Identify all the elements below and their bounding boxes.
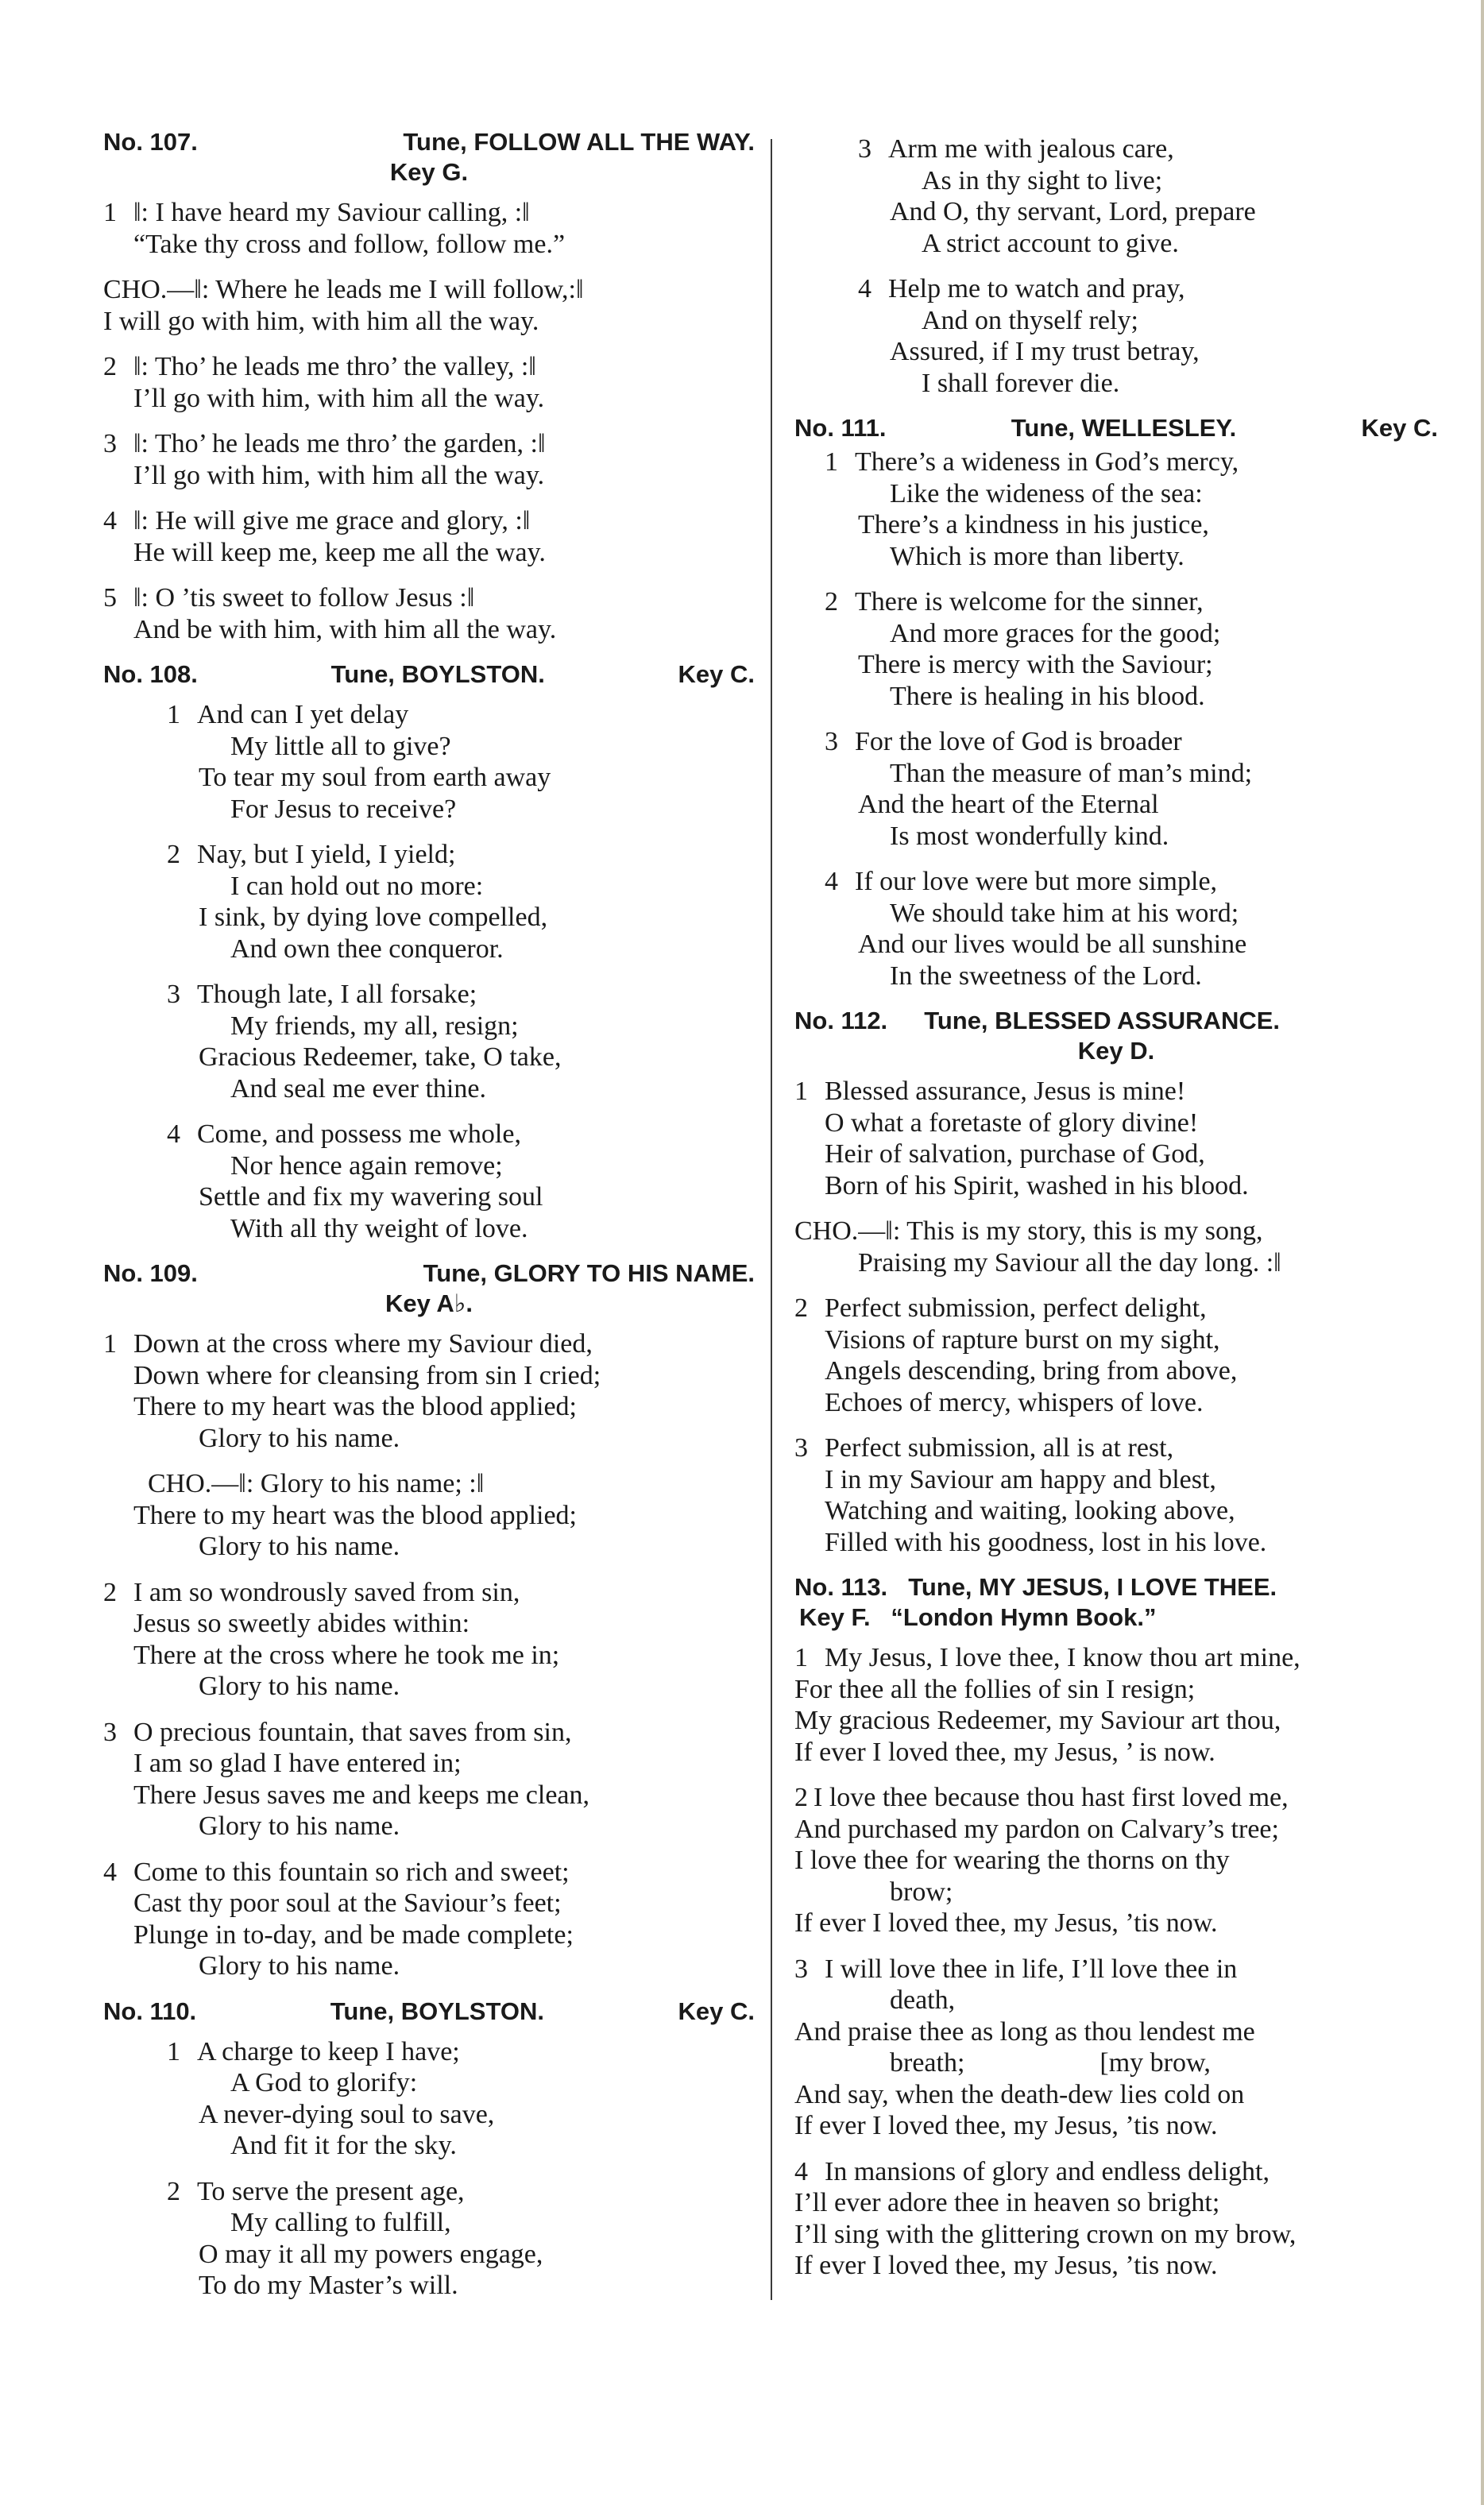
verse-line: Down at the cross where my Saviour died, [133, 1329, 593, 1359]
verse-number: 2 [103, 352, 117, 381]
verse [103, 1328, 755, 1454]
verse [794, 273, 1438, 399]
verse-line: There is healing in his blood. [890, 681, 1205, 711]
hymn-header [103, 1258, 755, 1289]
right-column [794, 127, 1438, 2296]
verse-line: Watching and waiting, looking above, [825, 1496, 1235, 1525]
hymn-tune: Tune, BOYLSTON. [330, 660, 545, 688]
verse-line: “Take thy cross and follow, follow me.” [133, 229, 566, 259]
verse-number: 3 [167, 980, 180, 1009]
verse-line: And say, when the death-dew lies cold on [794, 2079, 1245, 2109]
verse-line: I love thee for wearing the thorns on thy [794, 1846, 1230, 1875]
verse-line: I’ll sing with the glittering crown on my brow, [794, 2219, 1297, 2249]
verse-line: And seal me ever thine. [230, 1073, 486, 1104]
verse-line: A God to glorify: [230, 2068, 418, 2097]
verse-number: 4 [167, 1119, 180, 1149]
verse-line: Glory to his name. [199, 1951, 400, 1981]
verse-line: Gracious Redeemer, take, O take, [199, 1042, 562, 1072]
verse-line: breath; [my brow, [890, 2048, 1211, 2078]
verse-line: Than the measure of man’s mind; [890, 758, 1253, 788]
verse [794, 1432, 1438, 1558]
verse-line: CHO.—‖: Glory to his name; :‖ [148, 1469, 485, 1498]
verse-number: 3 [103, 1717, 117, 1747]
verse-line: There to my heart was the blood applied; [133, 1500, 577, 1530]
verse-line: And O, thy servant, Lord, prepare [890, 197, 1256, 226]
verse-line: Glory to his name. [199, 1672, 400, 1701]
page-edge [1481, 0, 1484, 2505]
verse-line: To do my Master’s will. [199, 2271, 458, 2300]
verse-line: Assured, if I my trust betray, [890, 337, 1200, 366]
verse-number: 4 [825, 867, 838, 896]
verse-line: My Jesus, I love thee, I know thou art mine, [825, 1643, 1300, 1672]
verse-line: Plunge in to-day, and be made complete; [133, 1919, 574, 1950]
verse [103, 351, 755, 414]
verse-line: I sink, by dying love compelled, [199, 903, 548, 932]
verse-number: 5 [103, 583, 117, 613]
verse [794, 586, 1438, 712]
verse-line: I shall forever die. [922, 368, 1120, 398]
verse-line: And can I yet delay [197, 700, 409, 729]
verse-line: Is most wonderfully kind. [890, 821, 1169, 851]
verse [794, 1954, 1438, 2142]
verse-line: Though late, I all forsake; [197, 980, 477, 1009]
verse-line: And more graces for the good; [890, 618, 1221, 648]
verse [103, 1717, 755, 1842]
verse [794, 1076, 1438, 1201]
verse-line: For thee all the follies of sin I resign; [794, 1674, 1196, 1704]
verse-number: 3 [825, 727, 838, 756]
hymn-key: Key C. [1361, 414, 1438, 442]
verse-line: Come to this fountain so rich and sweet; [133, 1857, 570, 1887]
verse-line: Glory to his name. [199, 1423, 400, 1453]
verse-line: I can hold out no more: [230, 871, 484, 901]
verse-line: For the love of God is broader [855, 727, 1182, 756]
verse [794, 1782, 1438, 1939]
verse [794, 446, 1438, 572]
verse-line: My calling to fulfill, [230, 2208, 451, 2237]
hymn-header [103, 127, 755, 157]
hymn-number: No. 110. [103, 1997, 197, 2025]
verse-line: Glory to his name. [199, 1811, 400, 1841]
hymn-tune: Tune, FOLLOW ALL THE WAY. [403, 128, 755, 156]
verse-number: 2 [103, 1577, 117, 1607]
verse-line: For Jesus to receive? [230, 794, 457, 824]
verse [103, 979, 755, 1104]
verse-number: 1 [167, 2036, 180, 2066]
verse-line: death, [890, 1985, 956, 2015]
verse-number: 3 [103, 429, 117, 458]
hymn-number: No. 109. [103, 1259, 198, 1287]
verse-line: A strict account to give. [922, 228, 1179, 258]
verse-line: O may it all my powers engage, [199, 2239, 543, 2269]
verse-line: To tear my soul from earth away [199, 763, 551, 792]
hymn-header [794, 1006, 1438, 1036]
verse-line: ‖: Tho’ he leads me thro’ the garden, :‖ [133, 429, 546, 458]
verse [103, 699, 755, 825]
verse-line: ‖: Tho’ he leads me thro’ the valley, :‖ [133, 352, 536, 381]
hymn-112 [794, 1006, 1438, 1558]
verse-line: As in thy sight to live; [922, 165, 1163, 195]
hymn-number: No. 113. [794, 1573, 888, 1601]
verse-number: 1 [103, 1329, 117, 1359]
hymn-header [794, 413, 1438, 443]
verse-line: And on thyself rely; [922, 305, 1138, 335]
verse-line: Perfect submission, all is at rest, [825, 1433, 1174, 1463]
verse-line: Come, and possess me whole, [197, 1119, 521, 1149]
verse-line: And own thee conqueror. [230, 934, 504, 964]
verse-number: 2 [794, 1293, 808, 1323]
verse-line: To serve the present age, [197, 2176, 465, 2206]
verse-number: 4 [103, 1857, 117, 1887]
verse-line: I’ll go with him, with him all the way. [133, 460, 545, 490]
verse-line: Heir of salvation, purchase of God, [825, 1139, 1205, 1169]
verse-line: We should take him at his word; [890, 898, 1239, 928]
verse-line: A charge to keep I have; [197, 2036, 460, 2066]
verse [103, 2036, 755, 2162]
hymn-111 [794, 413, 1438, 992]
verse-line: I’ll ever adore thee in heaven so bright; [794, 2188, 1220, 2217]
verse-line: A never-dying soul to save, [199, 2099, 495, 2129]
verse-line: I am so wondrously saved from sin, [133, 1577, 520, 1607]
hymn-key: Key G. [389, 158, 469, 186]
verse-number: 1 [794, 1077, 808, 1106]
verse-line: O what a foretaste of glory divine! [825, 1108, 1199, 1138]
verse-line: In the sweetness of the Lord. [890, 961, 1202, 991]
verse-line: O precious fountain, that saves from sin, [133, 1717, 572, 1747]
verse-line: There is mercy with the Saviour; [858, 650, 1213, 679]
verse-number: 1 [825, 447, 838, 477]
left-column [103, 127, 755, 2316]
verse-line: And praise thee as long as thou lendest me [794, 2016, 1255, 2047]
verse-line: In mansions of glory and endless delight, [825, 2156, 1270, 2186]
verse-line: I am so glad I have entered in; [133, 1749, 462, 1778]
hymn-tune: Tune, MY JESUS, I LOVE THEE. [908, 1573, 1277, 1601]
verse-number: 2 [167, 2176, 180, 2206]
verse [794, 2156, 1438, 2282]
verse-line: I’ll go with him, with him all the way. [133, 383, 545, 413]
verse-number: 3 [794, 1954, 808, 1984]
hymn-113 [794, 1572, 1438, 2282]
verse-line: There is welcome for the sinner, [855, 587, 1204, 617]
hymn-109 [103, 1258, 755, 1982]
verse-line: Nor hence again remove; [230, 1150, 503, 1181]
hymn-108 [103, 659, 755, 1244]
hymn-header [794, 1572, 1438, 1602]
verse-line: My gracious Redeemer, my Saviour art thou, [794, 1706, 1281, 1735]
verse-line: If ever I loved thee, my Jesus, ’tis now. [794, 2251, 1218, 2280]
hymn-tune: Tune, BOYLSTON. [330, 1997, 544, 2025]
verse-number: 1 [103, 198, 117, 227]
hymn-tune: Tune, WELLESLEY. [1011, 414, 1237, 442]
verse-line: There’s a kindness in his justice, [858, 510, 1209, 539]
verse-line: Filled with his goodness, lost in his love. [825, 1527, 1267, 1557]
hymn-header [103, 659, 755, 690]
verse-line: My little all to give? [230, 731, 451, 761]
verse-line: Blessed assurance, Jesus is mine! [825, 1077, 1186, 1106]
verse-line: Echoes of mercy, whispers of love. [825, 1387, 1204, 1417]
verse-number: 2 [167, 840, 180, 869]
hymn-110 [103, 1997, 755, 2302]
verse-line: I in my Saviour am happy and blest, [825, 1464, 1216, 1494]
verse-line: There’s a wideness in God’s mercy, [855, 447, 1239, 477]
verse [103, 2176, 755, 2302]
verse-line: CHO.—‖: This is my story, this is my song, [794, 1216, 1263, 1246]
verse-line: brow; [890, 1877, 953, 1907]
verse-line: I love thee because thou hast first loved me, [813, 1783, 1289, 1812]
verse [103, 428, 755, 491]
verse-line: If ever I loved thee, my Jesus, ’ is now. [794, 1737, 1215, 1767]
chorus [794, 1216, 1438, 1278]
hymn-tune: Tune, GLORY TO HIS NAME. [423, 1259, 755, 1287]
verse [103, 1577, 755, 1703]
verse-line: Praising my Saviour all the day long. :‖ [858, 1247, 1281, 1278]
verse-line: ‖: I have heard my Saviour calling, :‖ [133, 198, 530, 227]
verse-line: ‖: O ’tis sweet to follow Jesus :‖ [133, 583, 475, 613]
hymn-key: Key F. “London Hymn Book.” [799, 1603, 1157, 1631]
verse-line: There at the cross where he took me in; [133, 1640, 560, 1670]
verse-number: 3 [794, 1433, 808, 1463]
hymn-number: No. 107. [103, 128, 198, 156]
verse-line: Cast thy poor soul at the Saviour’s feet; [133, 1888, 562, 1918]
verse-line: Glory to his name. [199, 1532, 400, 1561]
verse-line: I will go with him, with him all the way. [103, 306, 539, 336]
hymn-number: No. 112. [794, 1007, 888, 1034]
verse-line: And be with him, with him all the way. [133, 614, 557, 644]
verse [794, 866, 1438, 992]
hymn-tune: Tune, BLESSED ASSURANCE. [924, 1007, 1281, 1034]
hymn-number: No. 108. [103, 660, 198, 688]
verse-line: And our lives would be all sunshine [858, 930, 1247, 959]
verse-line: Nay, but I yield, I yield; [197, 840, 456, 869]
verse [103, 197, 755, 260]
hymn-header [103, 1997, 755, 2027]
hymn-key: Key C. [678, 1997, 755, 2025]
verse-line: Visions of rapture burst on my sight, [825, 1324, 1220, 1355]
verse-line: Help me to watch and pray, [888, 274, 1185, 303]
verse-line: Jesus so sweetly abides within: [133, 1609, 470, 1638]
verse-number: 2 [825, 587, 838, 617]
chorus [103, 1468, 755, 1563]
hymn-key: Key A♭. [385, 1289, 473, 1317]
verse-line: Arm me with jealous care, [888, 134, 1174, 164]
hymn-107 [103, 127, 755, 645]
verse-line: ‖: He will give me grace and glory, :‖ [133, 506, 531, 535]
verse [794, 726, 1438, 852]
verse-number: 3 [858, 134, 871, 164]
verse-number: 2 [794, 1783, 808, 1812]
verse-line: With all thy weight of love. [230, 1213, 528, 1243]
verse-number: 4 [794, 2156, 808, 2186]
verse [794, 133, 1438, 259]
verse-line: If ever I loved thee, my Jesus, ’tis now. [794, 2111, 1218, 2140]
verse-line: Down where for cleansing from sin I cried; [133, 1360, 601, 1390]
verse-line: Settle and fix my wavering soul [199, 1182, 543, 1212]
verse-line: And the heart of the Eternal [858, 790, 1159, 819]
verse-line: My friends, my all, resign; [230, 1011, 519, 1041]
verse-line: There Jesus saves me and keeps me clean, [133, 1780, 589, 1810]
verse-line: Which is more than liberty. [890, 541, 1184, 571]
verse [103, 505, 755, 568]
verse [794, 1642, 1438, 1768]
verse-line: Born of his Spirit, washed in his blood. [825, 1170, 1249, 1200]
verse-line: CHO.—‖: Where he leads me I will follow,:‖ [103, 275, 584, 304]
hymn-key: Key C. [678, 660, 755, 688]
verse-line: Like the wideness of the sea: [890, 478, 1203, 508]
verse-line: Angels descending, bring from above, [825, 1356, 1238, 1386]
chorus [103, 274, 755, 337]
column-divider [771, 139, 772, 2300]
verse-line: And purchased my pardon on Calvary’s tree; [794, 1814, 1279, 1844]
verse-line: Perfect submission, perfect delight, [825, 1293, 1207, 1323]
verse-line: If our love were but more simple, [855, 867, 1218, 896]
verse-line: There to my heart was the blood applied; [133, 1392, 577, 1421]
verse-line: And fit it for the sky. [230, 2131, 457, 2160]
verse [103, 1119, 755, 1244]
hymn-key: Key D. [1077, 1037, 1155, 1065]
verse [794, 1293, 1438, 1418]
verse-number: 4 [103, 506, 117, 535]
verse [103, 1857, 755, 1982]
verse [103, 839, 755, 965]
verse-number: 1 [794, 1643, 808, 1672]
verse-line: I will love thee in life, I’ll love thee in [825, 1954, 1238, 1984]
verse-line: If ever I loved thee, my Jesus, ’tis now. [794, 1908, 1218, 1938]
hymn-110-continued [794, 133, 1438, 399]
verse-number: 4 [858, 274, 871, 303]
hymn-number: No. 111. [794, 414, 887, 442]
verse-line: He will keep me, keep me all the way. [133, 537, 546, 567]
verse [103, 582, 755, 645]
verse-number: 1 [167, 700, 180, 729]
